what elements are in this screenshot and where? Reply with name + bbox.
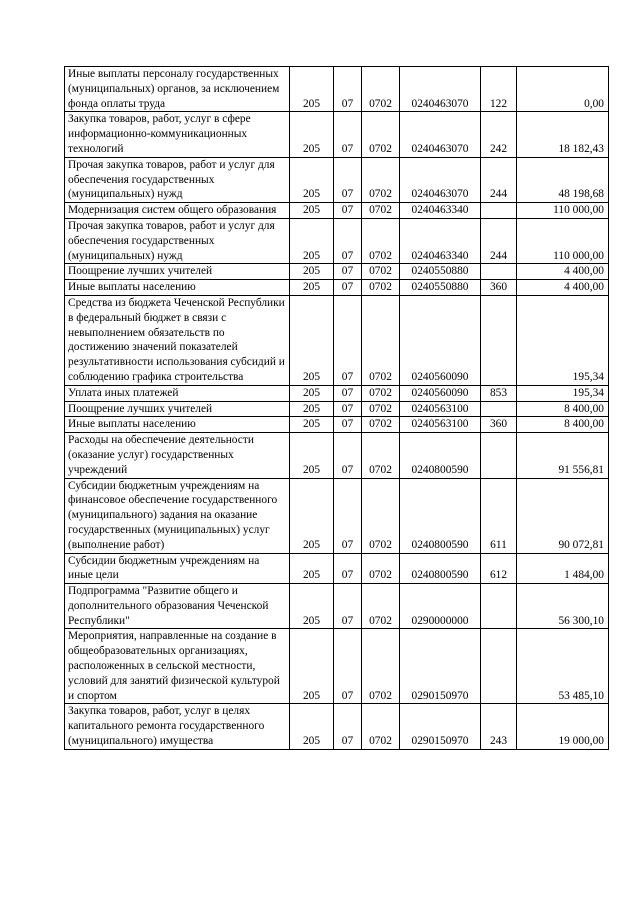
expense-type-code-cell	[481, 584, 517, 629]
budget-table-body	[65, 67, 609, 750]
section-code-cell: 07	[334, 203, 362, 219]
grbs-code-cell: 205	[290, 280, 334, 296]
grbs-code-cell: 205	[290, 433, 334, 478]
table-row	[65, 112, 609, 157]
target-article-code-cell: 0240563100	[400, 401, 481, 417]
amount-cell: 19 000,00	[517, 704, 609, 749]
expense-type-code-cell	[481, 203, 517, 219]
target-article-code-cell: 0240563100	[400, 417, 481, 433]
subsection-code-cell: 0702	[362, 385, 400, 401]
target-article-code-cell: 0240463070	[400, 67, 481, 112]
grbs-code-cell: 205	[290, 629, 334, 704]
expense-name-cell: Мероприятия, направленные на создание в общеобразовательных организациях, расположенных в сельской местности, условий для занятий физической культурой и спортом	[65, 629, 290, 704]
amount-cell: 4 400,00	[517, 280, 609, 296]
target-article-code-cell: 0240800590	[400, 478, 481, 553]
expense-name-cell: Модернизация систем общего образования	[65, 203, 290, 219]
expense-name-cell: Иные выплаты населению	[65, 280, 290, 296]
grbs-code-cell: 205	[290, 584, 334, 629]
table-row	[65, 401, 609, 417]
expense-name-cell: Субсидии бюджетным учреждениям на иные цели	[65, 553, 290, 584]
section-code-cell: 07	[334, 295, 362, 385]
section-code-cell: 07	[334, 433, 362, 478]
target-article-code-cell: 0240560090	[400, 385, 481, 401]
section-code-cell: 07	[334, 704, 362, 749]
amount-cell: 18 182,43	[517, 112, 609, 157]
expense-name-cell: Поощрение лучших учителей	[65, 401, 290, 417]
amount-cell: 110 000,00	[517, 203, 609, 219]
expense-name-cell: Закупка товаров, работ, услуг в целях капитального ремонта государственного (муниципального) имущества	[65, 704, 290, 749]
expense-type-code-cell: 853	[481, 385, 517, 401]
expense-name-cell: Поощрение лучших учителей	[65, 264, 290, 280]
table-row	[65, 280, 609, 296]
table-row	[65, 433, 609, 478]
table-row	[65, 629, 609, 704]
expense-type-code-cell: 244	[481, 157, 517, 202]
amount-cell: 195,34	[517, 385, 609, 401]
expense-name-cell: Прочая закупка товаров, работ и услуг для обеспечения государственных (муниципальных) нужд	[65, 157, 290, 202]
section-code-cell: 07	[334, 264, 362, 280]
grbs-code-cell: 205	[290, 218, 334, 263]
amount-cell: 1 484,00	[517, 553, 609, 584]
subsection-code-cell: 0702	[362, 203, 400, 219]
table-row	[65, 203, 609, 219]
section-code-cell: 07	[334, 629, 362, 704]
table-row	[65, 157, 609, 202]
subsection-code-cell: 0702	[362, 112, 400, 157]
table-row	[65, 478, 609, 553]
subsection-code-cell: 0702	[362, 553, 400, 584]
table-row	[65, 704, 609, 749]
expense-type-code-cell: 122	[481, 67, 517, 112]
target-article-code-cell: 0240550880	[400, 280, 481, 296]
expense-type-code-cell: 242	[481, 112, 517, 157]
amount-cell: 195,34	[517, 295, 609, 385]
target-article-code-cell: 0240463340	[400, 218, 481, 263]
target-article-code-cell: 0240800590	[400, 433, 481, 478]
target-article-code-cell: 0240560090	[400, 295, 481, 385]
expense-type-code-cell: 611	[481, 478, 517, 553]
grbs-code-cell: 205	[290, 417, 334, 433]
target-article-code-cell: 0290150970	[400, 704, 481, 749]
target-article-code-cell: 0290000000	[400, 584, 481, 629]
amount-cell: 8 400,00	[517, 417, 609, 433]
section-code-cell: 07	[334, 157, 362, 202]
expense-name-cell: Подпрограмма "Развитие общего и дополнительного образования Чеченской Республики"	[65, 584, 290, 629]
amount-cell: 110 000,00	[517, 218, 609, 263]
amount-cell: 48 198,68	[517, 157, 609, 202]
table-row	[65, 67, 609, 112]
table-row	[65, 218, 609, 263]
expense-type-code-cell	[481, 264, 517, 280]
target-article-code-cell: 0240550880	[400, 264, 481, 280]
document-page	[64, 66, 608, 750]
section-code-cell: 07	[334, 280, 362, 296]
section-code-cell: 07	[334, 553, 362, 584]
expense-type-code-cell: 360	[481, 417, 517, 433]
subsection-code-cell: 0702	[362, 401, 400, 417]
expense-name-cell: Иные выплаты персоналу государственных (муниципальных) органов, за исключением фонда оплаты труда	[65, 67, 290, 112]
target-article-code-cell: 0240463070	[400, 157, 481, 202]
expense-type-code-cell	[481, 401, 517, 417]
grbs-code-cell: 205	[290, 112, 334, 157]
section-code-cell: 07	[334, 385, 362, 401]
section-code-cell: 07	[334, 112, 362, 157]
expense-type-code-cell	[481, 629, 517, 704]
subsection-code-cell: 0702	[362, 67, 400, 112]
grbs-code-cell: 205	[290, 67, 334, 112]
expense-name-cell: Субсидии бюджетным учреждениям на финансовое обеспечение государственного (муниципального) задания на оказание государственных (муниципальных) услуг (выполнение работ)	[65, 478, 290, 553]
amount-cell: 0,00	[517, 67, 609, 112]
section-code-cell: 07	[334, 67, 362, 112]
table-row	[65, 385, 609, 401]
expense-type-code-cell	[481, 295, 517, 385]
subsection-code-cell: 0702	[362, 280, 400, 296]
subsection-code-cell: 0702	[362, 417, 400, 433]
expense-type-code-cell: 244	[481, 218, 517, 263]
grbs-code-cell: 205	[290, 264, 334, 280]
section-code-cell: 07	[334, 218, 362, 263]
grbs-code-cell: 205	[290, 478, 334, 553]
grbs-code-cell: 205	[290, 401, 334, 417]
grbs-code-cell: 205	[290, 553, 334, 584]
subsection-code-cell: 0702	[362, 264, 400, 280]
table-row	[65, 264, 609, 280]
amount-cell: 90 072,81	[517, 478, 609, 553]
amount-cell: 8 400,00	[517, 401, 609, 417]
section-code-cell: 07	[334, 584, 362, 629]
section-code-cell: 07	[334, 401, 362, 417]
subsection-code-cell: 0702	[362, 218, 400, 263]
amount-cell: 53 485,10	[517, 629, 609, 704]
section-code-cell: 07	[334, 478, 362, 553]
target-article-code-cell: 0240463070	[400, 112, 481, 157]
section-code-cell: 07	[334, 417, 362, 433]
grbs-code-cell: 205	[290, 704, 334, 749]
amount-cell: 91 556,81	[517, 433, 609, 478]
subsection-code-cell: 0702	[362, 478, 400, 553]
expense-name-cell: Прочая закупка товаров, работ и услуг для обеспечения государственных (муниципальных) нужд	[65, 218, 290, 263]
subsection-code-cell: 0702	[362, 629, 400, 704]
subsection-code-cell: 0702	[362, 433, 400, 478]
expense-name-cell: Иные выплаты населению	[65, 417, 290, 433]
expense-type-code-cell: 612	[481, 553, 517, 584]
table-row	[65, 584, 609, 629]
target-article-code-cell: 0240463340	[400, 203, 481, 219]
table-row	[65, 417, 609, 433]
subsection-code-cell: 0702	[362, 157, 400, 202]
grbs-code-cell: 205	[290, 385, 334, 401]
expense-type-code-cell: 360	[481, 280, 517, 296]
target-article-code-cell: 0240800590	[400, 553, 481, 584]
grbs-code-cell: 205	[290, 295, 334, 385]
expense-name-cell: Уплата иных платежей	[65, 385, 290, 401]
expense-type-code-cell	[481, 433, 517, 478]
table-row	[65, 553, 609, 584]
table-row	[65, 295, 609, 385]
amount-cell: 4 400,00	[517, 264, 609, 280]
expense-type-code-cell: 243	[481, 704, 517, 749]
expense-name-cell: Расходы на обеспечение деятельности (оказание услуг) государственных учреждений	[65, 433, 290, 478]
expense-name-cell: Закупка товаров, работ, услуг в сфере информационно-коммуникационных технологий	[65, 112, 290, 157]
subsection-code-cell: 0702	[362, 584, 400, 629]
expense-name-cell: Средства из бюджета Чеченской Республики в федеральный бюджет в связи с невыполнением обязательств по достижению значений показателей результативности использования субсидий и соблюдению графика строительства	[65, 295, 290, 385]
target-article-code-cell: 0290150970	[400, 629, 481, 704]
subsection-code-cell: 0702	[362, 295, 400, 385]
subsection-code-cell: 0702	[362, 704, 400, 749]
budget-table	[64, 66, 609, 750]
grbs-code-cell: 205	[290, 203, 334, 219]
amount-cell: 56 300,10	[517, 584, 609, 629]
grbs-code-cell: 205	[290, 157, 334, 202]
